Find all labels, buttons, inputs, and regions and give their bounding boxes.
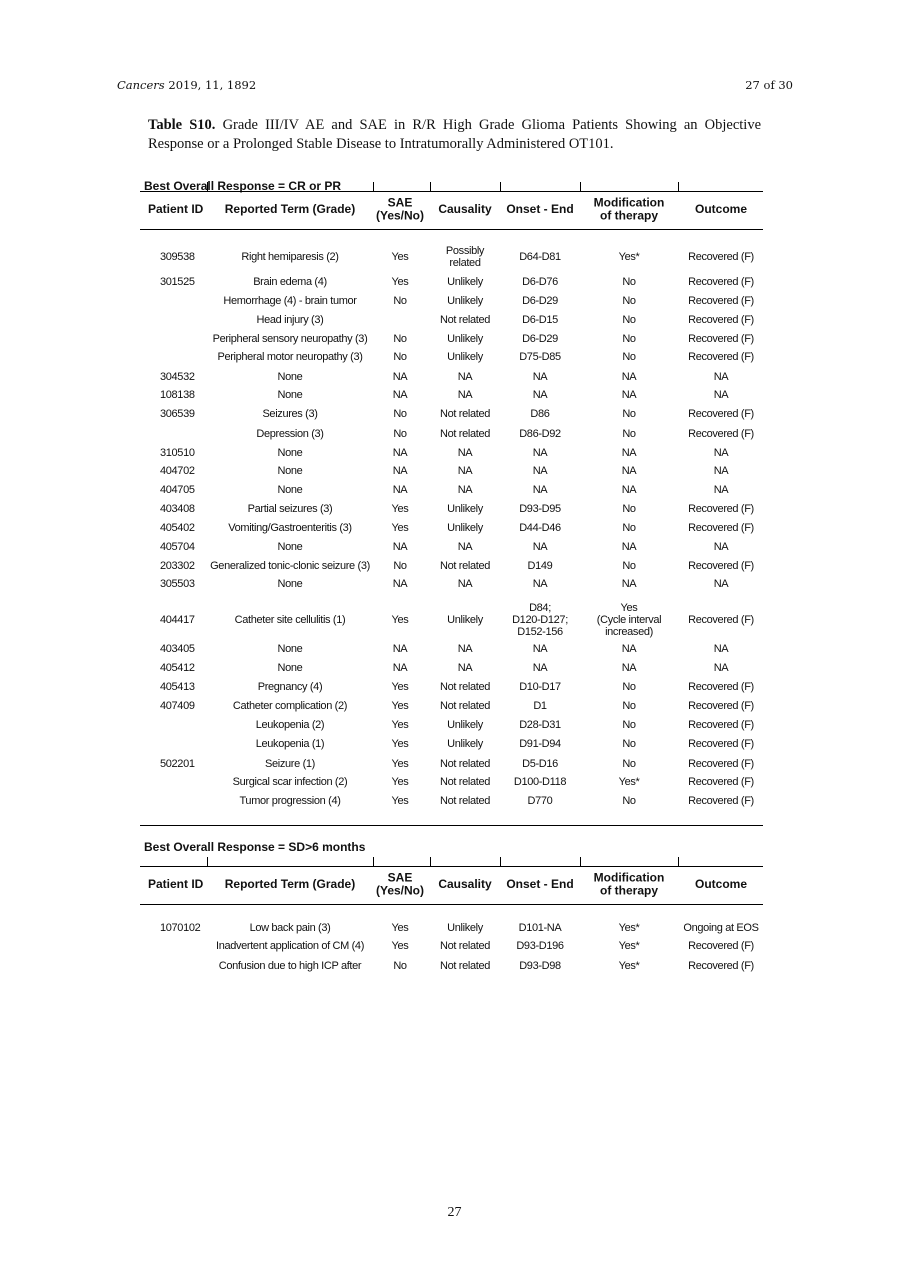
mod-cell: NA <box>621 643 637 655</box>
term-cell: None <box>277 541 303 553</box>
outcome-cell: NA <box>713 447 729 459</box>
section1-header-divider <box>580 182 581 192</box>
term-cell: None <box>277 484 303 496</box>
causality-cell: Not related <box>440 776 490 788</box>
onset-cell: D64-D81 <box>519 251 561 263</box>
sae-cell: No <box>393 295 407 307</box>
term-cell: Confusion due to high ICP after <box>218 960 362 972</box>
outcome-cell: Recovered (F) <box>688 940 754 952</box>
term-cell: Right hemiparesis (2) <box>241 251 339 263</box>
sae-cell: Yes <box>391 522 409 534</box>
outcome-cell: Recovered (F) <box>688 758 754 770</box>
section2-header-divider <box>430 857 431 867</box>
mod-cell: Yes* <box>618 940 640 952</box>
term-cell: Depression (3) <box>256 428 324 440</box>
onset-cell: NA <box>532 484 548 496</box>
term-cell: Head injury (3) <box>256 314 324 326</box>
outcome-cell: Recovered (F) <box>688 738 754 750</box>
section2-header-divider <box>678 857 679 867</box>
section1-bottom-rule <box>140 825 763 826</box>
patient-id-cell: 305503 <box>160 578 195 590</box>
term-cell: Vomiting/Gastroenteritis (3) <box>228 522 352 534</box>
causality-cell: Possibly related <box>445 245 485 269</box>
section2-header-divider <box>500 857 501 867</box>
outcome-cell: Recovered (F) <box>688 295 754 307</box>
mod-cell: No <box>622 522 636 534</box>
causality-cell: Unlikely <box>447 614 483 626</box>
sae-cell: No <box>393 351 407 363</box>
patient-id-cell: 309538 <box>160 251 195 263</box>
onset-cell: D6-D76 <box>522 276 558 288</box>
sae-cell: Yes <box>391 614 409 626</box>
outcome-cell: NA <box>713 643 729 655</box>
patient-id-cell: 405402 <box>160 522 195 534</box>
term-cell: Pregnancy (4) <box>257 681 323 693</box>
causality-cell: Unlikely <box>447 276 483 288</box>
sae-cell: Yes <box>391 922 409 934</box>
outcome-cell: Recovered (F) <box>688 251 754 263</box>
causality-cell: NA <box>457 447 473 459</box>
sae-cell: Yes <box>391 795 409 807</box>
onset-cell: NA <box>532 389 548 401</box>
outcome-cell: NA <box>713 484 729 496</box>
section2-header-divider <box>580 857 581 867</box>
onset-cell: NA <box>532 371 548 383</box>
causality-cell: Unlikely <box>447 503 483 515</box>
sae-cell: Yes <box>391 276 409 288</box>
outcome-cell: NA <box>713 465 729 477</box>
sae-cell: Yes <box>391 251 409 263</box>
term-cell: Generalized tonic-clonic seizure (3) <box>210 560 370 572</box>
mod-cell: Yes* <box>618 922 640 934</box>
column-header: Causality <box>438 876 492 891</box>
outcome-cell: NA <box>713 541 729 553</box>
sae-cell: Yes <box>391 719 409 731</box>
term-cell: Hemorrhage (4) - brain tumor <box>223 295 357 307</box>
onset-cell: D75-D85 <box>519 351 561 363</box>
mod-cell: No <box>622 795 636 807</box>
onset-cell: D100-D118 <box>513 776 567 788</box>
column-header: Modification of therapy <box>593 870 665 897</box>
onset-cell: D28-D31 <box>519 719 561 731</box>
onset-cell: D5-D16 <box>522 758 558 770</box>
sae-cell: NA <box>392 643 408 655</box>
mod-cell: NA <box>621 389 637 401</box>
causality-cell: NA <box>457 643 473 655</box>
section1-title: Best Overall Response = CR or PR <box>144 179 342 193</box>
outcome-cell: Recovered (F) <box>688 719 754 731</box>
onset-cell: D44-D46 <box>519 522 561 534</box>
sae-cell: NA <box>392 662 408 674</box>
term-cell: Leukopenia (2) <box>255 719 325 731</box>
mod-cell: No <box>622 503 636 515</box>
onset-cell: D149 <box>527 560 553 572</box>
outcome-cell: Recovered (F) <box>688 351 754 363</box>
sae-cell: No <box>393 960 407 972</box>
mod-cell: NA <box>621 484 637 496</box>
column-header: Reported Term (Grade) <box>224 876 356 891</box>
term-cell: None <box>277 371 303 383</box>
onset-cell: D93-D196 <box>516 940 564 952</box>
term-cell: Tumor progression (4) <box>239 795 341 807</box>
patient-id-cell: 203302 <box>160 560 195 572</box>
causality-cell: Not related <box>440 560 490 572</box>
patient-id-cell: 405413 <box>160 681 195 693</box>
section2-header-divider <box>373 857 374 867</box>
sae-cell: Yes <box>391 503 409 515</box>
term-cell: Peripheral sensory neuropathy (3) <box>212 333 368 345</box>
onset-cell: NA <box>532 578 548 590</box>
outcome-cell: Recovered (F) <box>688 681 754 693</box>
column-header: Reported Term (Grade) <box>224 201 356 216</box>
causality-cell: Not related <box>440 960 490 972</box>
causality-cell: Not related <box>440 681 490 693</box>
caption-label: Table S10. <box>148 117 216 133</box>
patient-id-cell: 407409 <box>160 700 195 712</box>
outcome-cell: NA <box>713 662 729 674</box>
causality-cell: NA <box>457 371 473 383</box>
causality-cell: Not related <box>440 758 490 770</box>
patient-id-cell: 405704 <box>160 541 195 553</box>
outcome-cell: Recovered (F) <box>688 408 754 420</box>
patient-id-cell: 404705 <box>160 484 195 496</box>
mod-cell: Yes* <box>618 776 640 788</box>
onset-cell: NA <box>532 447 548 459</box>
mod-cell: NA <box>621 371 637 383</box>
column-header: Outcome <box>694 876 748 891</box>
patient-id-cell: 304532 <box>160 371 195 383</box>
onset-cell: D101-NA <box>518 922 562 934</box>
mod-cell: No <box>622 314 636 326</box>
causality-cell: NA <box>457 541 473 553</box>
patient-id-cell: 403408 <box>160 503 195 515</box>
mod-cell: No <box>622 276 636 288</box>
term-cell: None <box>277 578 303 590</box>
onset-cell: D93-D98 <box>519 960 561 972</box>
outcome-cell: Recovered (F) <box>688 276 754 288</box>
sae-cell: No <box>393 560 407 572</box>
term-cell: None <box>277 389 303 401</box>
causality-cell: Unlikely <box>447 333 483 345</box>
section1-header-divider <box>373 182 374 192</box>
causality-cell: Unlikely <box>447 522 483 534</box>
onset-cell: D86 <box>530 408 550 420</box>
column-header: Causality <box>438 201 492 216</box>
outcome-cell: Recovered (F) <box>688 314 754 326</box>
column-header: Patient ID <box>148 876 204 891</box>
mod-cell: No <box>622 758 636 770</box>
sae-cell: NA <box>392 447 408 459</box>
sae-cell: NA <box>392 541 408 553</box>
outcome-cell: Recovered (F) <box>688 776 754 788</box>
patient-id-cell: 405412 <box>160 662 195 674</box>
outcome-cell: Recovered (F) <box>688 522 754 534</box>
onset-cell: D93-D95 <box>519 503 561 515</box>
causality-cell: Not related <box>440 700 490 712</box>
column-header: Onset - End <box>506 201 574 216</box>
section1-header-divider <box>430 182 431 192</box>
section1-header-divider <box>678 182 679 192</box>
sae-cell: No <box>393 333 407 345</box>
column-header: Patient ID <box>148 201 204 216</box>
mod-cell: NA <box>621 578 637 590</box>
patient-id-cell: 310510 <box>160 447 195 459</box>
sae-cell: Yes <box>391 681 409 693</box>
mod-cell: Yes (Cycle interval increased) <box>596 602 662 638</box>
page-number: 27 <box>447 1205 462 1220</box>
journal-citation: 2019, 11, 1892 <box>168 78 257 92</box>
sae-cell: No <box>393 408 407 420</box>
onset-cell: NA <box>532 643 548 655</box>
causality-cell: Unlikely <box>447 719 483 731</box>
causality-cell: NA <box>457 484 473 496</box>
term-cell: None <box>277 447 303 459</box>
patient-id-cell: 403405 <box>160 643 195 655</box>
section2-title: Best Overall Response = SD>6 months <box>144 840 366 854</box>
table-caption <box>148 116 761 154</box>
causality-cell: NA <box>457 578 473 590</box>
term-cell: Low back pain (3) <box>249 922 331 934</box>
section2-top-rule <box>140 866 763 867</box>
mod-cell: No <box>622 700 636 712</box>
onset-cell: D1 <box>533 700 547 712</box>
mod-cell: No <box>622 408 636 420</box>
term-cell: Brain edema (4) <box>253 276 327 288</box>
onset-cell: NA <box>532 662 548 674</box>
onset-cell: D86-D92 <box>519 428 561 440</box>
mod-cell: No <box>622 681 636 693</box>
section1-header-divider <box>207 182 208 192</box>
sae-cell: Yes <box>391 940 409 952</box>
onset-cell: D6-D15 <box>522 314 558 326</box>
outcome-cell: Recovered (F) <box>688 428 754 440</box>
caption-text: Grade III/IV AE and SAE in R/R High Grade Glioma Patients Showing an Objective Response or a Prolonged Stable Disease to Intratumorally Administered OT101. <box>148 117 762 152</box>
column-header: SAE (Yes/No) <box>375 195 425 222</box>
term-cell: Inadvertent application of CM (4) <box>215 940 365 952</box>
mod-cell: No <box>622 738 636 750</box>
sae-cell: NA <box>392 389 408 401</box>
onset-cell: D6-D29 <box>522 295 558 307</box>
outcome-cell: Recovered (F) <box>688 960 754 972</box>
onset-cell: NA <box>532 465 548 477</box>
outcome-cell: NA <box>713 578 729 590</box>
onset-cell: D84; D120-D127; D152-156 <box>512 602 568 638</box>
sae-cell: NA <box>392 578 408 590</box>
onset-cell: D6-D29 <box>522 333 558 345</box>
outcome-cell: Ongoing at EOS <box>683 922 759 934</box>
patient-id-cell: 306539 <box>160 408 195 420</box>
outcome-cell: Recovered (F) <box>688 700 754 712</box>
mod-cell: No <box>622 295 636 307</box>
section2-header-rule <box>140 904 763 905</box>
causality-cell: Unlikely <box>447 922 483 934</box>
patient-id-cell: 1070102 <box>160 922 201 934</box>
term-cell: Leukopenia (1) <box>255 738 325 750</box>
sae-cell: Yes <box>391 758 409 770</box>
mod-cell: NA <box>621 662 637 674</box>
outcome-cell: NA <box>713 389 729 401</box>
term-cell: Partial seizures (3) <box>247 503 333 515</box>
causality-cell: Not related <box>440 428 490 440</box>
patient-id-cell: 502201 <box>160 758 195 770</box>
outcome-cell: Recovered (F) <box>688 503 754 515</box>
outcome-cell: Recovered (F) <box>688 614 754 626</box>
causality-cell: Not related <box>440 408 490 420</box>
mod-cell: NA <box>621 541 637 553</box>
term-cell: Peripheral motor neuropathy (3) <box>217 351 363 363</box>
section1-header-divider <box>500 182 501 192</box>
sae-cell: Yes <box>391 776 409 788</box>
journal-name: Cancers <box>117 78 165 92</box>
column-header: Outcome <box>694 201 748 216</box>
sae-cell: NA <box>392 484 408 496</box>
sae-cell: No <box>393 428 407 440</box>
patient-id-cell: 404417 <box>160 614 195 626</box>
term-cell: Catheter complication (2) <box>232 700 348 712</box>
term-cell: None <box>277 643 303 655</box>
causality-cell: NA <box>457 465 473 477</box>
section1-header-rule <box>140 229 763 230</box>
mod-cell: Yes* <box>618 960 640 972</box>
causality-cell: Unlikely <box>447 351 483 363</box>
term-cell: Seizures (3) <box>262 408 318 420</box>
sae-cell: NA <box>392 465 408 477</box>
patient-id-cell: 404702 <box>160 465 195 477</box>
term-cell: None <box>277 662 303 674</box>
term-cell: None <box>277 465 303 477</box>
causality-cell: NA <box>457 662 473 674</box>
causality-cell: Unlikely <box>447 295 483 307</box>
outcome-cell: Recovered (F) <box>688 795 754 807</box>
term-cell: Catheter site cellulitis (1) <box>234 614 346 626</box>
outcome-cell: NA <box>713 371 729 383</box>
causality-cell: Not related <box>440 940 490 952</box>
patient-id-cell: 108138 <box>160 389 195 401</box>
mod-cell: No <box>622 333 636 345</box>
mod-cell: No <box>622 560 636 572</box>
mod-cell: NA <box>621 465 637 477</box>
sae-cell: Yes <box>391 700 409 712</box>
mod-cell: No <box>622 719 636 731</box>
sae-cell: NA <box>392 371 408 383</box>
column-header: Modification of therapy <box>593 195 665 222</box>
column-header: SAE (Yes/No) <box>375 870 425 897</box>
onset-cell: D770 <box>527 795 553 807</box>
mod-cell: No <box>622 428 636 440</box>
onset-cell: D91-D94 <box>519 738 561 750</box>
causality-cell: Not related <box>440 314 490 326</box>
causality-cell: NA <box>457 389 473 401</box>
onset-cell: NA <box>532 541 548 553</box>
column-header: Onset - End <box>506 876 574 891</box>
running-header-citation <box>117 78 256 92</box>
term-cell: Seizure (1) <box>265 758 315 770</box>
outcome-cell: Recovered (F) <box>688 560 754 572</box>
section1-top-rule <box>140 191 763 192</box>
term-cell: Surgical scar infection (2) <box>232 776 348 788</box>
causality-cell: Not related <box>440 795 490 807</box>
mod-cell: NA <box>621 447 637 459</box>
mod-cell: No <box>622 351 636 363</box>
patient-id-cell: 301525 <box>160 276 195 288</box>
mod-cell: Yes* <box>618 251 640 263</box>
sae-cell: Yes <box>391 738 409 750</box>
section2-header-divider <box>207 857 208 867</box>
causality-cell: Unlikely <box>447 738 483 750</box>
outcome-cell: Recovered (F) <box>688 333 754 345</box>
running-header-page: 27 of 30 <box>745 78 793 92</box>
onset-cell: D10-D17 <box>519 681 561 693</box>
